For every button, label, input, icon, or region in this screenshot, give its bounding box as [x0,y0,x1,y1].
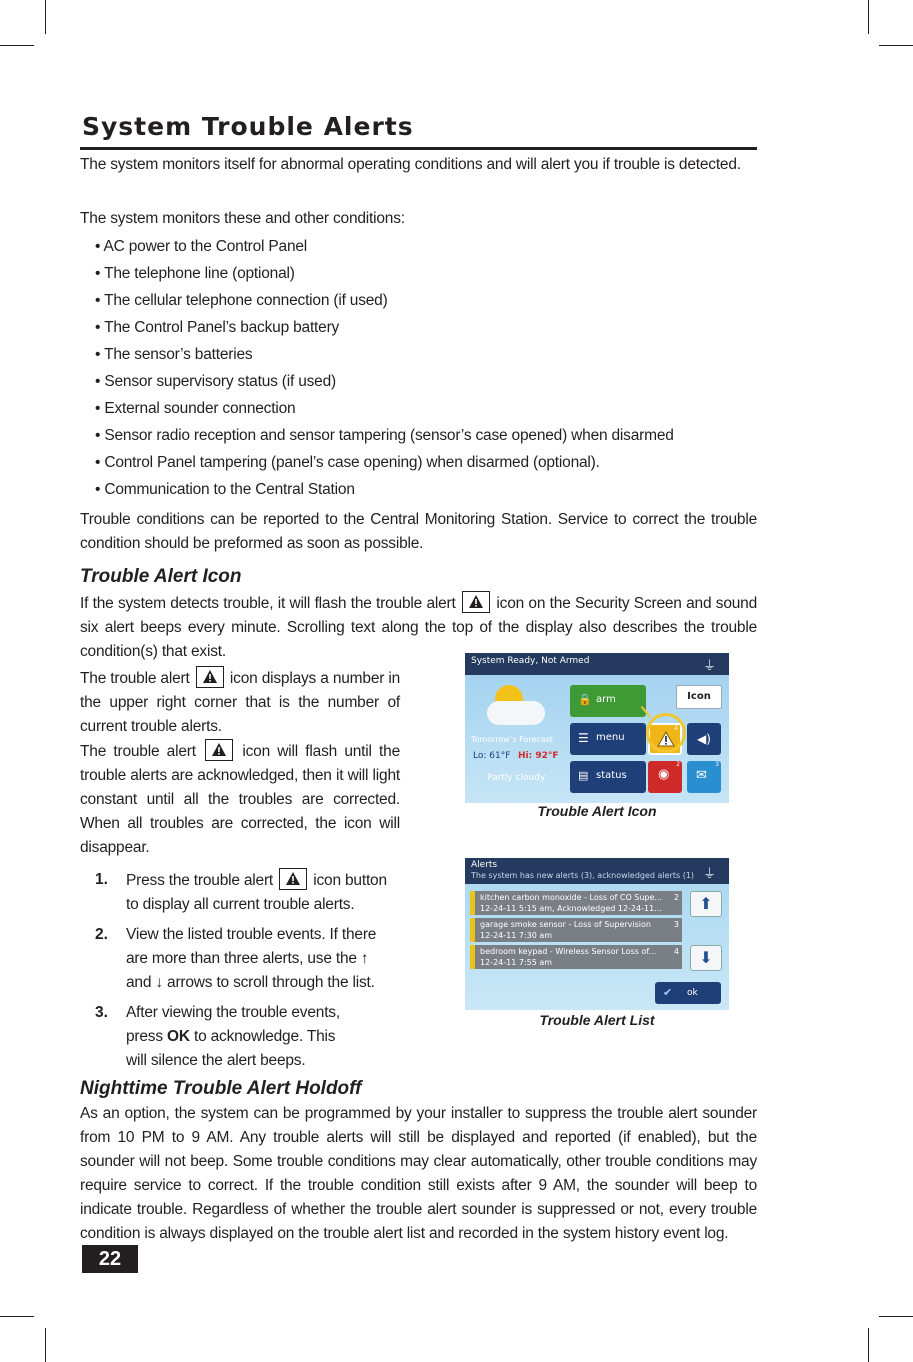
step-text-part: to acknowledge. This will silence the alert beeps. [126,1028,336,1069]
alert-title: garage smoke sensor - Loss of Supervision [480,920,651,929]
low-temp: Lo: 61°F [473,751,511,761]
step-text-part: icon button to display all current trouble alerts. [126,872,387,913]
volume-icon: ◀) [697,732,711,746]
paragraph-text: icon on the Security Screen and sound six alert beeps every minute. Scrolling text along the top of the display also describes the trouble condition(s) that exist. [80,595,758,660]
trouble-flash-paragraph [80,739,400,860]
camera-button[interactable] [648,761,682,793]
forecast-condition: Partly cloudy [487,773,546,783]
status-bar-text: System Ready, Not Armed [471,656,590,666]
warning-icon [462,591,490,613]
security-screen-figure [465,653,729,803]
icon-callout-label: Icon [676,685,722,709]
forecast-label: Tomorrow’s Forecast [471,735,553,744]
badge: 3 [715,761,719,768]
page-title: System Trouble Alerts [82,112,414,141]
intro-paragraph: The system monitors itself for abnormal operating conditions and will alert you if trouble is detected. [80,156,741,173]
step-number: 1. [95,871,108,888]
paragraph-text: If the system detects trouble, it will flash the trouble alert [80,595,456,612]
paragraph-text: The trouble alert [80,670,190,687]
warning-icon [205,739,233,761]
alerts-header [465,858,729,884]
alert-count-badge: 4 [674,725,678,732]
conditions-list [95,235,674,505]
list-item[interactable] [470,891,682,915]
crop-mark [0,45,34,46]
list-item: • Sensor supervisory status (if used) [95,370,674,397]
crop-mark [45,1328,46,1362]
ok-button[interactable] [655,982,721,1004]
paragraph-text: The trouble alert [80,743,196,760]
status-button[interactable] [570,761,646,793]
alerts-summary: The system has new alerts (3), acknowledged alerts (1) [471,871,695,880]
list-item: • AC power to the Control Panel [95,235,674,262]
status-bar [465,653,729,675]
alerts-title: Alerts [471,860,498,870]
list-item: • External sounder connection [95,397,674,424]
step-number: 3. [95,1004,108,1021]
scroll-down-button[interactable] [690,945,722,971]
paragraph-text: icon will flash until the trouble alerts are acknowledged, then it will light constant until all the troubles are corrected. When all troubles are corrected, the icon will disappear. [80,743,400,856]
menu-label: menu [596,732,625,743]
high-temp: Hi: 92°F [518,751,559,761]
arm-label: arm [596,694,616,705]
trouble-icon-heading: Trouble Alert Icon [80,566,242,587]
crop-mark [879,45,913,46]
alert-title: bedroom keypad - Wireless Sensor Loss of... [480,947,657,956]
menu-icon: ☰ [578,731,589,745]
menu-button[interactable] [570,723,646,755]
alert-number: 2 [673,893,679,902]
list-item: • The Control Panel’s backup battery [95,316,674,343]
lock-icon: 🔒 [578,693,592,706]
step-text-part: Press the trouble alert [126,872,274,889]
status-label: status [596,770,627,781]
cloud-icon [487,701,545,725]
alert-number: 3 [673,920,679,929]
reporting-paragraph: Trouble conditions can be reported to the Central Monitoring Station. Service to correct the trouble condition should be preformed as soon as possible. [80,511,757,552]
step-text [126,1001,356,1073]
list-item: • Control Panel tampering (panel’s case opening) when disarmed (optional). [95,451,674,478]
list-item: • The cellular telephone connection (if used) [95,289,674,316]
list-item [95,923,395,995]
crop-mark [0,1316,34,1317]
scroll-up-button[interactable] [690,891,722,917]
alert-title: kitchen carbon monoxide - Loss of CO Supe... [480,893,663,902]
volume-button[interactable] [687,723,721,755]
step-text [126,868,394,917]
alert-time: 12-24-11 7:30 am [480,931,553,940]
figure-caption: Trouble Alert List [539,1012,655,1028]
alert-number: 4 [673,947,679,956]
power-plug-icon: ⏚ [703,867,717,882]
paragraph-text: icon displays a number in the upper right corner that is the number of current trouble alerts. [80,670,401,735]
arrow-up-icon: ⬆ [699,894,713,913]
list-item [95,868,395,917]
list-item[interactable] [470,945,682,969]
warning-icon [196,666,224,688]
arm-button[interactable] [570,685,646,717]
list-item [95,1001,395,1073]
crop-mark [45,0,46,34]
callout-circle [646,713,686,753]
conditions-intro: The system monitors these and other conditions: [80,210,405,227]
alert-time: 12-24-11 5:15 am, Acknowledged 12-24-11... [480,904,662,913]
ok-label: ok [687,988,698,998]
title-rule [80,147,757,150]
badge: 2 [676,761,680,768]
arrow-down-icon: ⬇ [699,948,713,967]
list-item: • The sensor’s batteries [95,343,674,370]
camera-icon: ◉ [658,767,670,782]
status-icon: ▤ [578,769,589,782]
step-text: View the listed trouble events. If there are more than three alerts, use the ↑ and ↓ arrows to scroll through the list. [126,926,377,991]
list-item: • The telephone line (optional) [95,262,674,289]
warning-icon [279,868,307,890]
power-plug-icon: ⏚ [703,659,717,674]
step-number: 2. [95,926,108,943]
alert-time: 12-24-11 7:55 am [480,958,553,967]
envelope-icon: ✉ [696,768,707,783]
alert-list-figure [465,858,729,1010]
list-item: • Sensor radio reception and sensor tampering (sensor’s case opened) when disarmed [95,424,674,451]
crop-mark [868,0,869,34]
crop-mark [879,1316,913,1317]
page-number: 22 [82,1245,138,1273]
holdoff-paragraph: As an option, the system can be programmed by your installer to suppress the trouble alert sounder from 10 PM to 9 AM. Any trouble alerts will still be displayed and reported (if enabled), but the sounder will not beep. Some trouble conditions may clear automatically, other trouble conditions may require service to correct. If the trouble condition still exists after 9 AM, the sounder will beep to indicate trouble. Regardless of whether the trouble alert sounder is suppressed or not, every trouble condition is always displayed on the trouble alert list and recorded in the system history event log. [80,1105,757,1242]
crop-mark [868,1328,869,1362]
holdoff-heading: Nighttime Trouble Alert Holdoff [80,1078,362,1099]
ok-key-label: OK [167,1028,190,1045]
checkmark-icon: ✔ [663,986,673,999]
figure-caption: Trouble Alert Icon [537,803,657,819]
messages-button[interactable] [687,761,721,793]
steps-list [95,868,395,1079]
list-item[interactable] [470,918,682,942]
list-item: • Communication to the Central Station [95,478,674,505]
step-text-part: After viewing the trouble events, press [126,1004,340,1045]
trouble-count-paragraph [80,666,400,739]
